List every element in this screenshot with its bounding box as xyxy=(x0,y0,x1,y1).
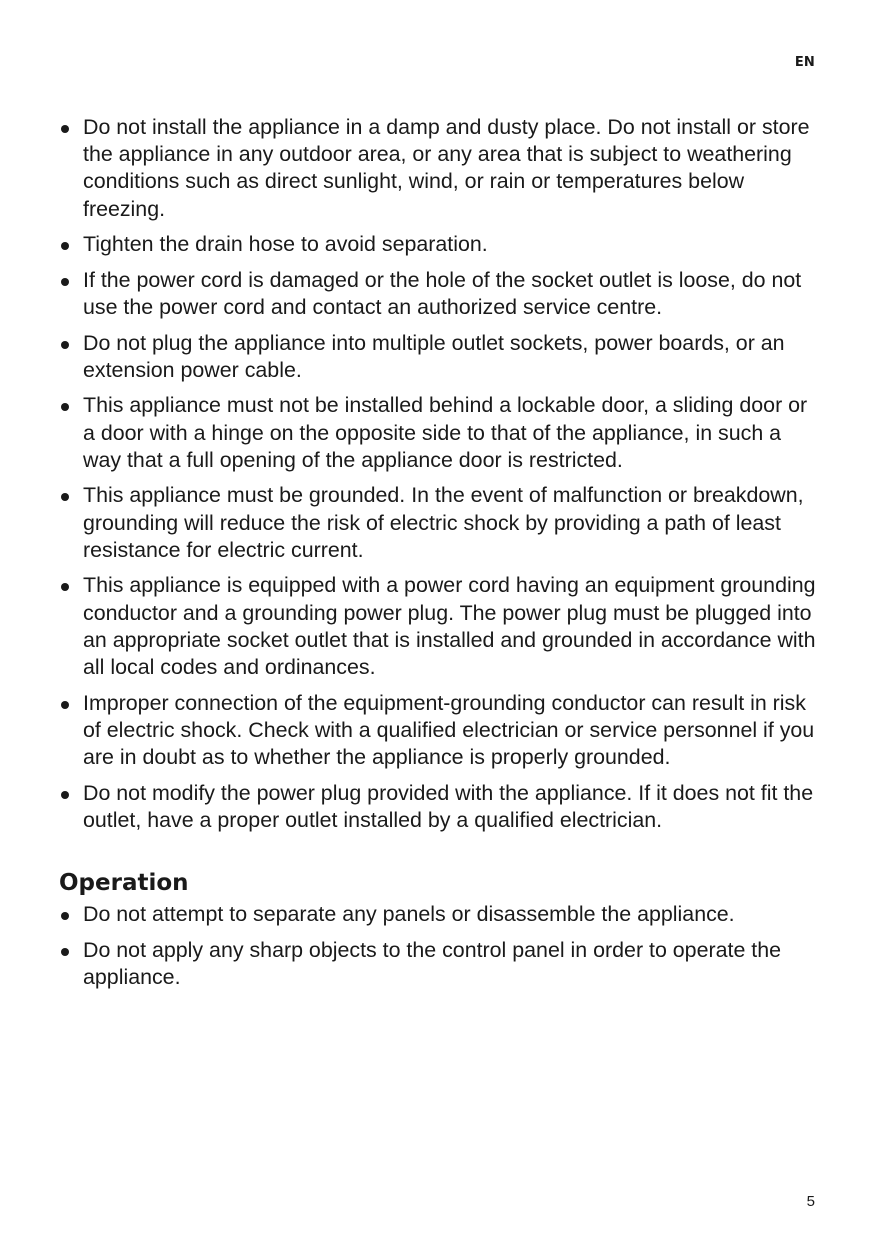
document-body xyxy=(59,114,819,999)
list-item-text: Improper connection of the equipment-grounding conductor can result in risk of electric shock. Check with a qualified electrician or service personnel if you are in doubt as to whether the appliance is properly grounded. xyxy=(83,690,815,769)
list-item xyxy=(59,114,819,223)
list-item xyxy=(59,231,819,258)
operation-list xyxy=(59,901,819,991)
bullet-icon xyxy=(61,912,69,920)
list-item-text: Tighten the drain hose to avoid separation. xyxy=(83,232,488,257)
list-item xyxy=(59,937,819,991)
list-item xyxy=(59,392,819,474)
list-item xyxy=(59,482,819,564)
section-heading-operation: Operation xyxy=(59,870,189,896)
list-item-text: Do not install the appliance in a damp and dusty place. Do not install or store the appliance in any outdoor area, or any area that is subject to weathering conditions such as direct sunlight, wind, or rain or temperatures below freezing. xyxy=(83,115,810,221)
bullet-icon xyxy=(61,583,69,591)
bullet-icon xyxy=(61,125,69,133)
list-item-text: Do not apply any sharp objects to the control panel in order to operate the appliance. xyxy=(83,937,782,989)
safety-list xyxy=(59,114,819,834)
list-item xyxy=(59,330,819,384)
list-item-text: This appliance must be grounded. In the event of malfunction or breakdown, grounding will reduce the risk of electric shock by providing a path of least resistance for electric current. xyxy=(83,483,804,562)
language-code: EN xyxy=(794,55,815,70)
bullet-icon xyxy=(61,242,69,250)
bullet-icon xyxy=(61,701,69,709)
list-item xyxy=(59,690,819,772)
bullet-icon xyxy=(61,403,69,411)
bullet-icon xyxy=(61,278,69,286)
list-item xyxy=(59,572,819,681)
list-item-text: This appliance must not be installed behind a lockable door, a sliding door or a door with a hinge on the opposite side to that of the appliance, in such a way that a full opening of the appliance door is restricted. xyxy=(83,393,808,472)
page-number: 5 xyxy=(806,1193,815,1210)
bullet-icon xyxy=(61,948,69,956)
list-item-text: Do not attempt to separate any panels or disassemble the appliance. xyxy=(83,902,735,926)
list-item xyxy=(59,267,819,321)
list-item xyxy=(59,901,819,928)
bullet-icon xyxy=(61,791,69,799)
bullet-icon xyxy=(61,341,69,349)
bullet-icon xyxy=(61,493,69,501)
list-item xyxy=(59,780,819,834)
list-item-text: This appliance is equipped with a power cord having an equipment grounding conductor and a grounding power plug. The power plug must be plugged into an appropriate socket outlet that is installed and grounded in accordance with all local codes and ordinances. xyxy=(83,573,816,679)
list-item-text: Do not plug the appliance into multiple outlet sockets, power boards, or an extension power cable. xyxy=(83,330,785,382)
list-item-text: Do not modify the power plug provided with the appliance. If it does not fit the outlet, have a proper outlet installed by a qualified electrician. xyxy=(83,780,814,832)
list-item-text: If the power cord is damaged or the hole of the socket outlet is loose, do not use the power cord and contact an authorized service centre. xyxy=(83,267,802,319)
